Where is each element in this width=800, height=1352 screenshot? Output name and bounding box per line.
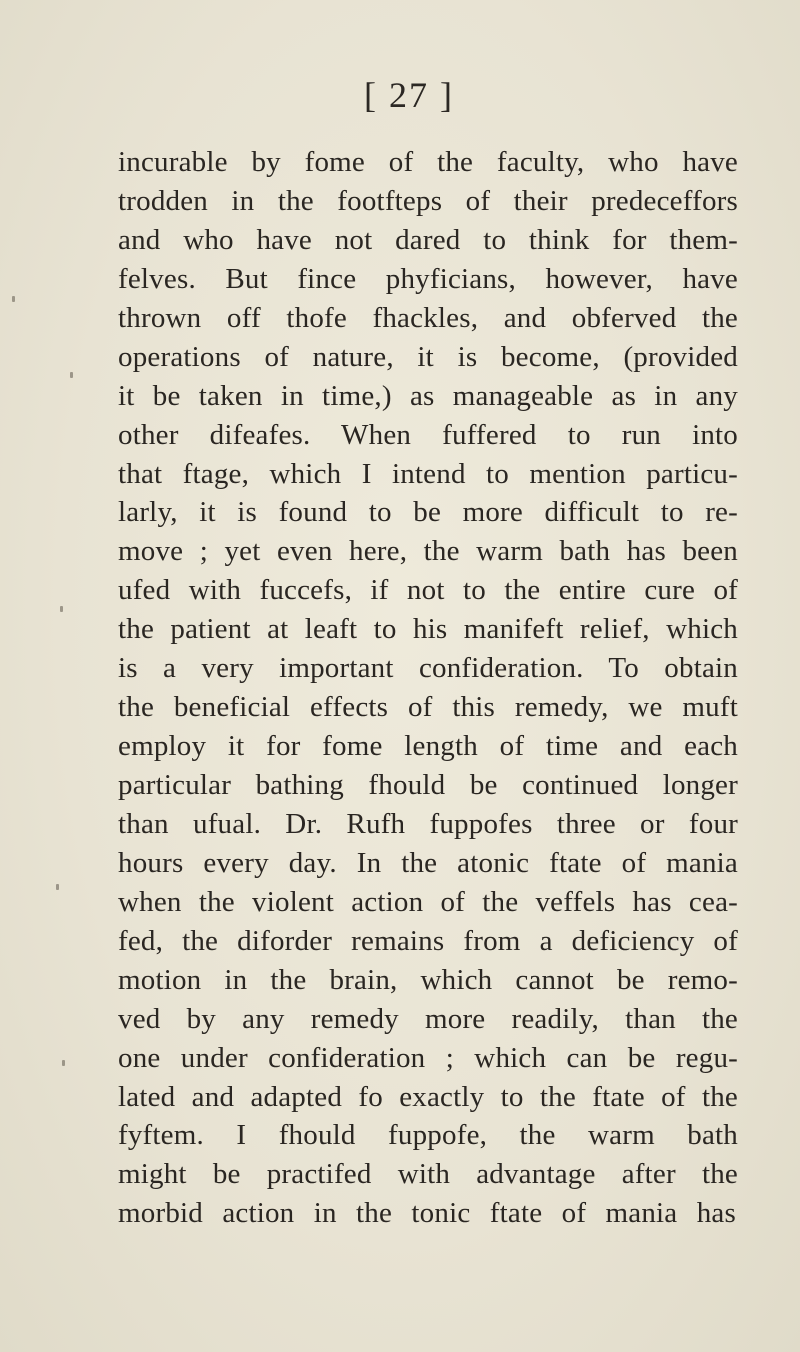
text-line: and who have not dared to think for them- bbox=[118, 223, 738, 256]
text-line: operations of nature, it is become, (provided bbox=[118, 340, 738, 373]
text-line: when the violent action of the veffels has cea- bbox=[118, 885, 738, 918]
text-line: incurable by fome of the faculty, who have bbox=[118, 146, 738, 178]
text-line: the beneficial effects of this remedy, we muft bbox=[118, 691, 738, 724]
text-line: hours every day. In the atonic ftate of mania bbox=[118, 846, 738, 879]
scan-speck bbox=[12, 296, 15, 302]
scan-speck bbox=[56, 884, 59, 890]
text-line: ufed with fuccefs, if not to the entire cure of bbox=[118, 574, 738, 607]
text-line: is a very important confideration. To obtain bbox=[118, 652, 738, 685]
text-line: larly, it is found to be more difficult to re- bbox=[118, 496, 738, 529]
text-line: thrown off thofe fhackles, and obferved the bbox=[118, 301, 738, 334]
text-line: it be taken in time,) as manageable as in any bbox=[118, 379, 738, 412]
scan-speck bbox=[60, 606, 63, 612]
text-line: might be practifed with advantage after the bbox=[118, 1158, 738, 1191]
scan-speck bbox=[70, 372, 73, 378]
text-line: felves. But fince phyficians, however, have bbox=[118, 262, 738, 295]
text-line: move ; yet even here, the warm bath has been bbox=[118, 535, 738, 568]
text-line: particular bathing fhould be continued longer bbox=[118, 769, 738, 801]
scan-speck bbox=[62, 1060, 65, 1066]
text-line: ved by any remedy more readily, than the bbox=[118, 1002, 738, 1035]
text-line: fed, the diforder remains from a deficiency of bbox=[118, 924, 738, 957]
body-text bbox=[118, 143, 738, 1233]
text-line: employ it for fome length of time and each bbox=[118, 730, 738, 763]
text-line: the patient at leaft to his manifeft relief, which bbox=[118, 613, 738, 646]
text-line: motion in the brain, which cannot be remo- bbox=[118, 963, 738, 996]
text-line: that ftage, which I intend to mention particu- bbox=[118, 457, 738, 490]
text-line: morbid action in the tonic ftate of mania has bbox=[118, 1197, 736, 1230]
text-line: than ufual. Dr. Rufh fuppofes three or four bbox=[118, 807, 738, 840]
text-line: other difeafes. When fuffered to run into bbox=[118, 418, 738, 451]
text-line: lated and adapted fo exactly to the ftate of the bbox=[118, 1080, 738, 1113]
text-line: one under confideration ; which can be regu- bbox=[118, 1041, 738, 1074]
text-line: trodden in the footfteps of their predeceffors bbox=[118, 184, 738, 217]
page-number-text: [ 27 ] bbox=[364, 75, 454, 115]
text-line: fyftem. I fhould fuppofe, the warm bath bbox=[118, 1119, 738, 1152]
page-number bbox=[0, 74, 800, 116]
